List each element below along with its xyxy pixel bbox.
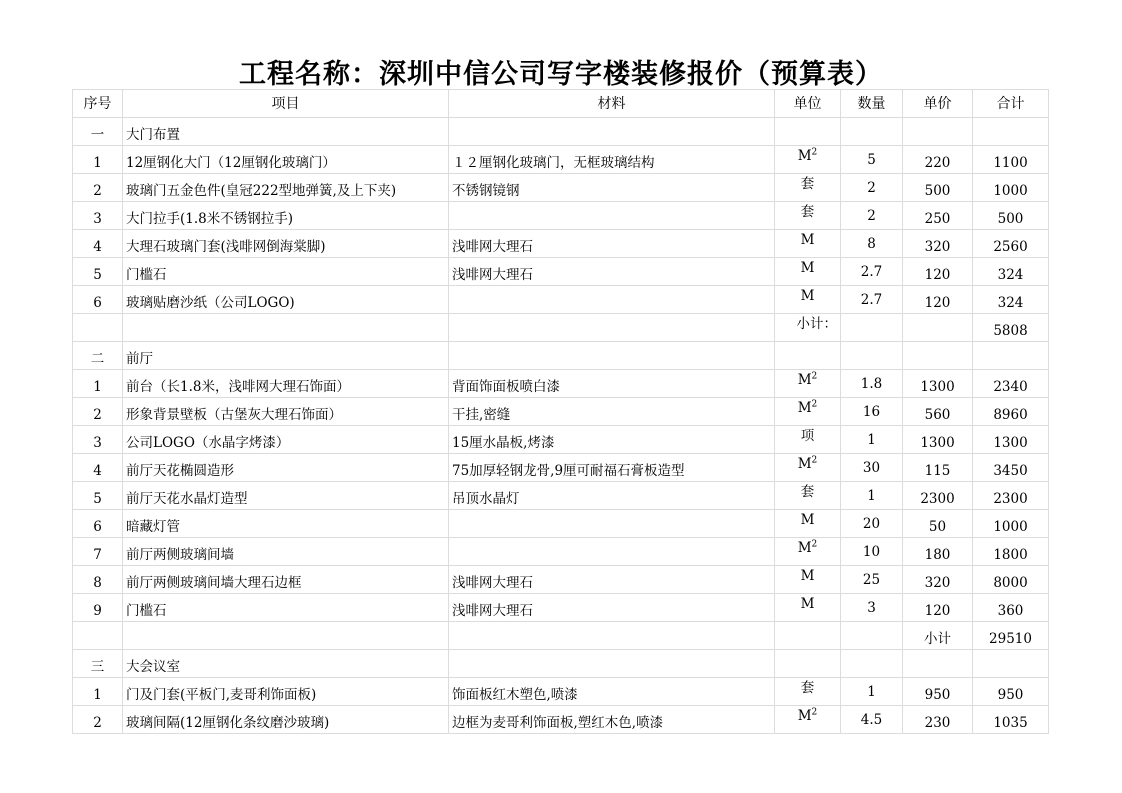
header-cell-qty: 数量	[841, 90, 903, 118]
unit-text: M	[800, 232, 815, 248]
qty-cell: 1.8	[841, 370, 903, 398]
qty-cell	[841, 650, 903, 678]
qty-cell: 10	[841, 538, 903, 566]
unit-text: 套	[800, 204, 815, 220]
table-row	[73, 230, 1049, 258]
item-name-cell	[123, 314, 449, 342]
subtotal-label-cell: 小计	[903, 622, 973, 650]
qty-cell: 20	[841, 510, 903, 538]
unit-text: M	[800, 260, 815, 276]
total-cell	[973, 342, 1049, 370]
price-cell: 120	[903, 258, 973, 286]
qty-cell: 1	[841, 678, 903, 706]
table-row	[73, 566, 1049, 594]
qty-cell: 5	[841, 146, 903, 174]
item-name-cell: 门槛石	[123, 594, 449, 622]
total-cell: 324	[973, 258, 1049, 286]
item-name-cell: 大门拉手(1.8米不锈钢拉手)	[123, 202, 449, 230]
qty-cell: 16	[841, 398, 903, 426]
qty-cell	[841, 314, 903, 342]
section-name-cell: 大会议室	[123, 650, 449, 678]
row-number-cell: 7	[73, 538, 123, 566]
unit-cell	[775, 454, 841, 482]
qty-cell	[841, 342, 903, 370]
table-row	[73, 594, 1049, 622]
subtotal-row	[73, 622, 1049, 650]
qty-cell: 2	[841, 202, 903, 230]
qty-cell: 2.7	[841, 258, 903, 286]
row-number-cell: 4	[73, 454, 123, 482]
table-row	[73, 706, 1049, 734]
unit-cell	[775, 118, 841, 146]
table-row	[73, 370, 1049, 398]
qty-cell: 1	[841, 482, 903, 510]
unit-cell	[775, 510, 841, 538]
unit-cell	[775, 202, 841, 230]
table-row	[73, 426, 1049, 454]
table-row	[73, 174, 1049, 202]
header-row	[73, 90, 1049, 118]
total-cell: 2340	[973, 370, 1049, 398]
item-name-cell: 前厅两侧玻璃间墙	[123, 538, 449, 566]
section-row	[73, 342, 1049, 370]
row-number-cell: 9	[73, 594, 123, 622]
total-cell: 500	[973, 202, 1049, 230]
section-number-cell: 一	[73, 118, 123, 146]
material-cell: 边框为麦哥利饰面板,塑红木色,喷漆	[449, 706, 775, 734]
qty-cell: 25	[841, 566, 903, 594]
item-name-cell: 玻璃贴磨沙纸（公司LOGO)	[123, 286, 449, 314]
price-cell: 230	[903, 706, 973, 734]
material-cell: 浅啡网大理石	[449, 594, 775, 622]
table-row	[73, 678, 1049, 706]
item-name-cell: 门槛石	[123, 258, 449, 286]
material-cell	[449, 342, 775, 370]
material-cell	[449, 622, 775, 650]
row-number-cell: 5	[73, 482, 123, 510]
row-number-cell: 4	[73, 230, 123, 258]
page-title: 工程名称：深圳中信公司写字楼装修报价（预算表）	[239, 59, 883, 90]
unit-text: M	[800, 512, 815, 528]
item-name-cell	[123, 622, 449, 650]
qty-cell: 30	[841, 454, 903, 482]
total-cell	[973, 118, 1049, 146]
item-name-cell: 门及门套(平板门,麦哥利饰面板)	[123, 678, 449, 706]
price-cell: 120	[903, 286, 973, 314]
row-number-cell: 2	[73, 398, 123, 426]
unit-cell	[775, 174, 841, 202]
row-number-cell: 1	[73, 678, 123, 706]
unit-cell	[775, 706, 841, 734]
row-number-cell: 3	[73, 202, 123, 230]
total-cell: 1000	[973, 174, 1049, 202]
qty-cell	[841, 622, 903, 650]
material-cell: 背面饰面板喷白漆	[449, 370, 775, 398]
total-cell: 1800	[973, 538, 1049, 566]
qty-cell: 3	[841, 594, 903, 622]
price-cell	[903, 342, 973, 370]
material-cell: 75加厚轻钢龙骨,9厘可耐福石膏板造型	[449, 454, 775, 482]
table-row	[73, 482, 1049, 510]
unit-superscript: 2	[811, 539, 818, 550]
total-cell: 2300	[973, 482, 1049, 510]
row-number-cell: 3	[73, 426, 123, 454]
item-name-cell: 前厅天花水晶灯造型	[123, 482, 449, 510]
table-row	[73, 286, 1049, 314]
price-cell	[903, 314, 973, 342]
table-row	[73, 202, 1049, 230]
header-cell-item: 项目	[123, 90, 449, 118]
row-number-cell	[73, 622, 123, 650]
unit-cell	[775, 650, 841, 678]
unit-cell	[775, 482, 841, 510]
material-cell: 浅啡网大理石	[449, 258, 775, 286]
total-cell: 1035	[973, 706, 1049, 734]
qty-cell: 2.7	[841, 286, 903, 314]
total-cell: 1100	[973, 146, 1049, 174]
qty-cell: 1	[841, 426, 903, 454]
material-cell: １２厘钢化玻璃门，无框玻璃结构	[449, 146, 775, 174]
item-name-cell: 前台（长1.8米，浅啡网大理石饰面）	[123, 370, 449, 398]
table-row	[73, 454, 1049, 482]
unit-cell	[775, 258, 841, 286]
header-cell-price: 单价	[903, 90, 973, 118]
unit-text: M	[800, 596, 815, 612]
unit-superscript: 2	[811, 399, 818, 410]
table-row	[73, 538, 1049, 566]
header-cell-total: 合计	[973, 90, 1049, 118]
material-cell	[449, 650, 775, 678]
section-name-cell: 前厅	[123, 342, 449, 370]
unit-text: 套	[800, 176, 815, 192]
section-row	[73, 118, 1049, 146]
material-cell	[449, 118, 775, 146]
unit-cell	[775, 342, 841, 370]
row-number-cell	[73, 314, 123, 342]
material-cell	[449, 510, 775, 538]
unit-text: M	[797, 540, 812, 556]
price-cell: 250	[903, 202, 973, 230]
subtotal-total-cell: 29510	[973, 622, 1049, 650]
unit-cell	[775, 146, 841, 174]
row-number-cell: 6	[73, 286, 123, 314]
total-cell: 8960	[973, 398, 1049, 426]
unit-cell	[775, 538, 841, 566]
price-cell: 120	[903, 594, 973, 622]
header-cell-unit: 单位	[775, 90, 841, 118]
item-name-cell: 前厅天花椭圆造形	[123, 454, 449, 482]
header-cell-material: 材料	[449, 90, 775, 118]
price-cell	[903, 118, 973, 146]
material-cell: 浅啡网大理石	[449, 230, 775, 258]
item-name-cell: 大理石玻璃门套(浅啡网倒海棠脚)	[123, 230, 449, 258]
unit-cell	[775, 678, 841, 706]
qty-cell: 8	[841, 230, 903, 258]
unit-superscript: 2	[811, 147, 818, 158]
unit-text: M	[797, 456, 812, 472]
unit-text: M	[800, 288, 815, 304]
subtotal-total-cell: 5808	[973, 314, 1049, 342]
section-number-cell: 三	[73, 650, 123, 678]
unit-cell	[775, 370, 841, 398]
unit-cell	[775, 594, 841, 622]
material-cell: 饰面板红木塑色,喷漆	[449, 678, 775, 706]
row-number-cell: 1	[73, 146, 123, 174]
material-cell	[449, 538, 775, 566]
price-cell: 180	[903, 538, 973, 566]
unit-superscript: 2	[811, 707, 818, 718]
price-cell: 1300	[903, 370, 973, 398]
qty-cell: 2	[841, 174, 903, 202]
unit-cell	[775, 286, 841, 314]
item-name-cell: 前厅两侧玻璃间墙大理石边框	[123, 566, 449, 594]
material-cell: 不锈钢镜钢	[449, 174, 775, 202]
unit-text: M	[800, 568, 815, 584]
row-number-cell: 6	[73, 510, 123, 538]
header-cell-no: 序号	[73, 90, 123, 118]
unit-superscript: 2	[811, 455, 818, 466]
unit-text: M	[797, 372, 812, 388]
price-cell: 1300	[903, 426, 973, 454]
subtotal-label-cell: 小计：	[775, 314, 841, 342]
table-row	[73, 146, 1049, 174]
row-number-cell: 5	[73, 258, 123, 286]
unit-text: M	[797, 148, 812, 164]
item-name-cell: 12厘钢化大门（12厘钢化玻璃门）	[123, 146, 449, 174]
quote-table	[72, 89, 1049, 734]
table-row	[73, 398, 1049, 426]
section-row	[73, 650, 1049, 678]
item-name-cell: 暗藏灯管	[123, 510, 449, 538]
material-cell: 干挂,密缝	[449, 398, 775, 426]
table-row	[73, 510, 1049, 538]
item-name-cell: 玻璃门五金色件(皇冠222型地弹簧,及上下夹)	[123, 174, 449, 202]
unit-cell	[775, 566, 841, 594]
material-cell: 浅啡网大理石	[449, 566, 775, 594]
price-cell: 950	[903, 678, 973, 706]
item-name-cell: 公司LOGO（水晶字烤漆）	[123, 426, 449, 454]
row-number-cell: 8	[73, 566, 123, 594]
unit-superscript: 2	[811, 371, 818, 382]
item-name-cell: 形象背景壁板（古堡灰大理石饰面）	[123, 398, 449, 426]
price-cell: 500	[903, 174, 973, 202]
price-cell: 320	[903, 566, 973, 594]
material-cell: 吊顶水晶灯	[449, 482, 775, 510]
item-name-cell: 玻璃间隔(12厘钢化条纹磨沙玻璃)	[123, 706, 449, 734]
subtotal-row	[73, 314, 1049, 342]
total-cell: 950	[973, 678, 1049, 706]
total-cell: 3450	[973, 454, 1049, 482]
price-cell: 115	[903, 454, 973, 482]
total-cell: 1000	[973, 510, 1049, 538]
unit-text: 套	[800, 680, 815, 696]
material-cell: 15厘水晶板,烤漆	[449, 426, 775, 454]
row-number-cell: 1	[73, 370, 123, 398]
row-number-cell: 2	[73, 174, 123, 202]
total-cell: 8000	[973, 566, 1049, 594]
price-cell: 560	[903, 398, 973, 426]
total-cell: 360	[973, 594, 1049, 622]
unit-text: 套	[800, 484, 815, 500]
material-cell	[449, 286, 775, 314]
price-cell	[903, 650, 973, 678]
section-name-cell: 大门布置	[123, 118, 449, 146]
unit-cell	[775, 230, 841, 258]
qty-cell: 4.5	[841, 706, 903, 734]
price-cell: 50	[903, 510, 973, 538]
price-cell: 320	[903, 230, 973, 258]
row-number-cell: 2	[73, 706, 123, 734]
unit-cell	[775, 426, 841, 454]
unit-cell	[775, 622, 841, 650]
section-number-cell: 二	[73, 342, 123, 370]
qty-cell	[841, 118, 903, 146]
total-cell	[973, 650, 1049, 678]
unit-text: M	[797, 708, 812, 724]
unit-cell	[775, 398, 841, 426]
material-cell	[449, 202, 775, 230]
table-row	[73, 258, 1049, 286]
unit-text: M	[797, 400, 812, 416]
price-cell: 220	[903, 146, 973, 174]
material-cell	[449, 314, 775, 342]
price-cell: 2300	[903, 482, 973, 510]
unit-text: 项	[800, 428, 815, 444]
total-cell: 2560	[973, 230, 1049, 258]
total-cell: 324	[973, 286, 1049, 314]
total-cell: 1300	[973, 426, 1049, 454]
